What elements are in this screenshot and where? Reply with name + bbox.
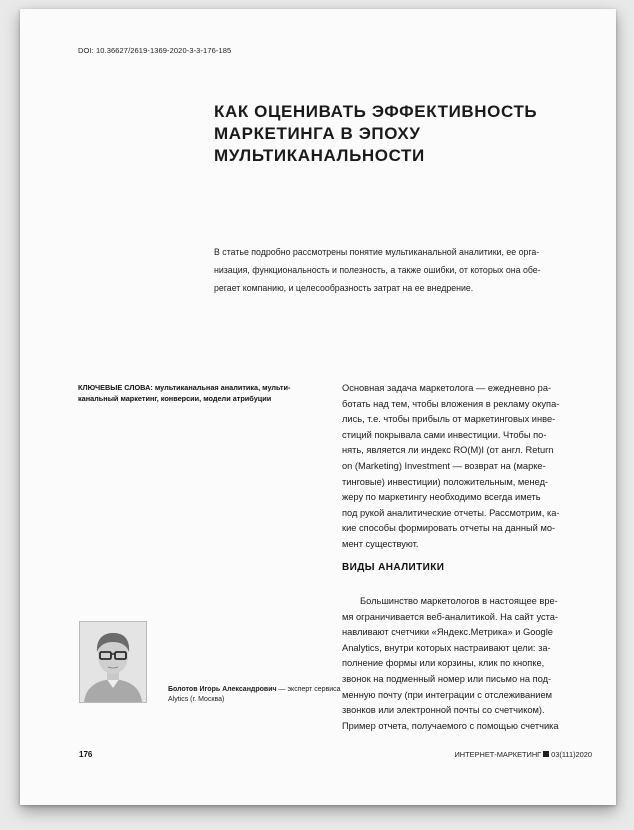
text-line: Analytics, внутри которых настраивают цели: за- (342, 642, 551, 653)
author-portrait-image (80, 622, 146, 702)
text-line: полнение формы или корзины, клик по кнопке, (342, 658, 545, 669)
keywords-line: канальный маркетинг, конверсии, модели атрибуции (78, 394, 272, 403)
text-line: ботать над тем, чтобы вложения в рекламу окупа- (342, 398, 560, 409)
abstract-line: низация, функциональность и полезность, а также ошибки, от которых она обе- (214, 265, 541, 275)
author-name: Болотов Игорь Александрович (168, 686, 277, 693)
text-line: звонков или электронной почты со счетчиком). (342, 705, 545, 716)
section-heading: ВИДЫ АНАЛИТИКИ (342, 562, 445, 573)
journal-name: ИНТЕРНЕТ-МАРКЕТИНГ (454, 750, 542, 759)
author-affiliation: Alytics (г. Москва) (168, 696, 225, 703)
text-line: звонок на подменный номер или письмо на под- (342, 673, 552, 684)
abstract (214, 243, 594, 297)
keywords (78, 382, 308, 404)
journal-footer (454, 750, 592, 759)
journal-page (20, 9, 616, 805)
page-number: 176 (79, 750, 93, 759)
author-role: — эксперт сервиса (276, 686, 341, 693)
author-photo (79, 621, 147, 703)
title-line: МУЛЬТИКАНАЛЬНОСТИ (214, 146, 425, 165)
text-line: жеру по маркетингу необходимо всегда иметь (342, 492, 541, 503)
abstract-line: В статье подробно рассмотрены понятие мультиканальной аналитики, ее орга- (214, 247, 540, 257)
author-info (168, 685, 341, 705)
keywords-line: КЛЮЧЕВЫЕ СЛОВА: мультиканальная аналитика, мульти- (78, 383, 291, 392)
doi-line: DOI: 10.36627/2619-1369-2020-3-3-176-185 (78, 46, 232, 55)
article-title (214, 101, 554, 167)
text-line: Пример отчета, получаемого с помощью счетчика (342, 720, 559, 731)
title-line: КАК ОЦЕНИВАТЬ ЭФФЕКТИВНОСТЬ (214, 102, 538, 121)
text-line: стиций покрывала сами инвестиции. Чтобы по- (342, 429, 547, 440)
text-line: лись, т.е. чтобы прибыль от маркетинговых инве- (342, 414, 556, 425)
text-line: навливают счетчики «Яндекс.Метрика» и Google (342, 627, 553, 638)
text-line: менную почту (при интеграции с отслеживанием (342, 689, 553, 700)
text-line: кие способы формировать отчеты на данный мо- (342, 523, 556, 534)
intro-paragraph (342, 381, 592, 553)
square-bullet-icon (543, 751, 549, 757)
text-line: Основная задача маркетолога — ежедневно ра- (342, 383, 552, 393)
text-line: Большинство маркетологов в настоящее вре- (360, 596, 558, 606)
text-line: мя ограничивается веб-аналитикой. На сайт уста- (342, 611, 559, 622)
text-line: нять, является ли индекс RO(M)I (от англ. Return (342, 445, 554, 456)
text-line: под рукой аналитические отчеты. Рассмотрим, ка- (342, 507, 560, 518)
title-line: МАРКЕТИНГА В ЭПОХУ (214, 124, 421, 143)
text-line: тинговые) инвестиции) положительным, менед- (342, 476, 549, 487)
journal-issue: 03(111)2020 (551, 750, 592, 759)
text-line: мент существуют. (342, 538, 419, 549)
section-paragraph (342, 594, 592, 734)
text-line: on (Marketing) Investment — возврат на (марке- (342, 460, 546, 471)
abstract-line: регает компанию, и целесообразность затрат на ее внедрение. (214, 283, 474, 293)
